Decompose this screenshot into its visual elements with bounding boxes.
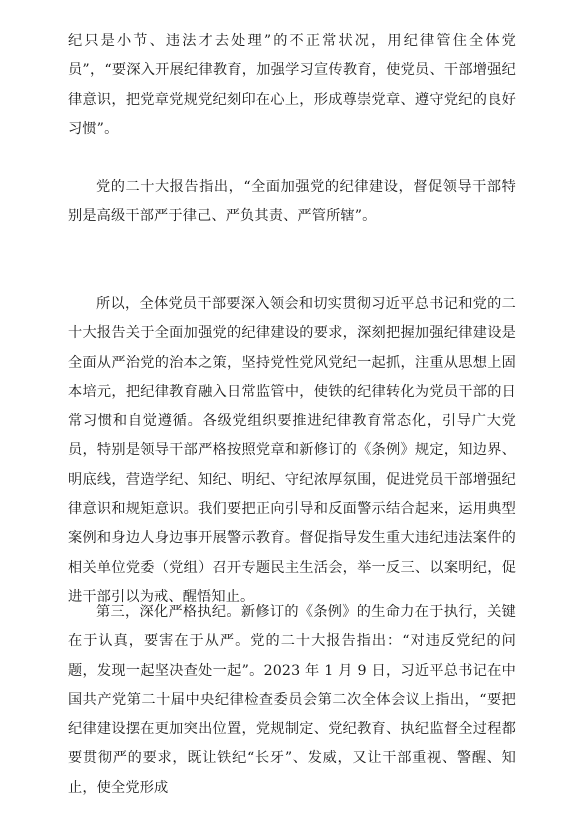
paragraph-strict-enforcement: 第三，深化严格执纪。新修订的《条例》的生命力在于执行，关键在于认真，要害在于从严。党的二十大报告指出：“对违反党纪的问题，发现一起坚决查处一起”。2023 年 1 月 9 日，习近平总书记在中国共产党第二十届中央纪律检查委员会第二次全体会议上指出，“要把纪律建设摆在更加突出位置，党规制定、党纪教育、执纪监督全过程都要贯彻严的要求，既让铁纪“长牙”、发威，又让干部重视、警醒、知止，使全党形成 <box>68 604 516 796</box>
paragraph-discipline-education: 所以，全体党员干部要深入领会和切实贯彻习近平总书记和党的二十大报告关于全面加强党的纪律建设的要求，深刻把握加强纪律建设是全面从严治党的治本之策，坚持党性党风党纪一起抓，注重从思想上固本培元，把纪律教育融入日常监管中，使铁的纪律转化为党员干部的日常习惯和自觉遵循。各级党组织要推进纪律教育常态化，引导广大党员，特别是领导干部严格按照党章和新修订的《条例》规定，知边界、明底线，营造学纪、知纪、明纪、守纪浓厚氛围，促进党员干部增强纪律意识和规矩意识。我们要把正向引导和反面警示结合起来，运用典型案例和身边人身边事开展警示教育。督促指导发生重大违纪违法案件的相关单位党委（党组）召开专题民主生活会，举一反三、以案明纪，促进干部引以为戒、醒悟知止。 <box>68 296 516 605</box>
paragraph-report-quote: 党的二十大报告指出，“全面加强党的纪律建设，督促领导干部特别是高级干部严于律己、严负其责、严管所辖”。 <box>68 179 516 225</box>
paragraph-continuation: 纪只是小节、违法才去处理”的不正常状况，用纪律管住全体党员”，“要深入开展纪律教育，加强学习宣传教育，使党员、干部增强纪律意识，把党章党规党纪刻印在心上，形成尊崇党章、遵守党纪的良好习惯”。 <box>68 33 516 137</box>
